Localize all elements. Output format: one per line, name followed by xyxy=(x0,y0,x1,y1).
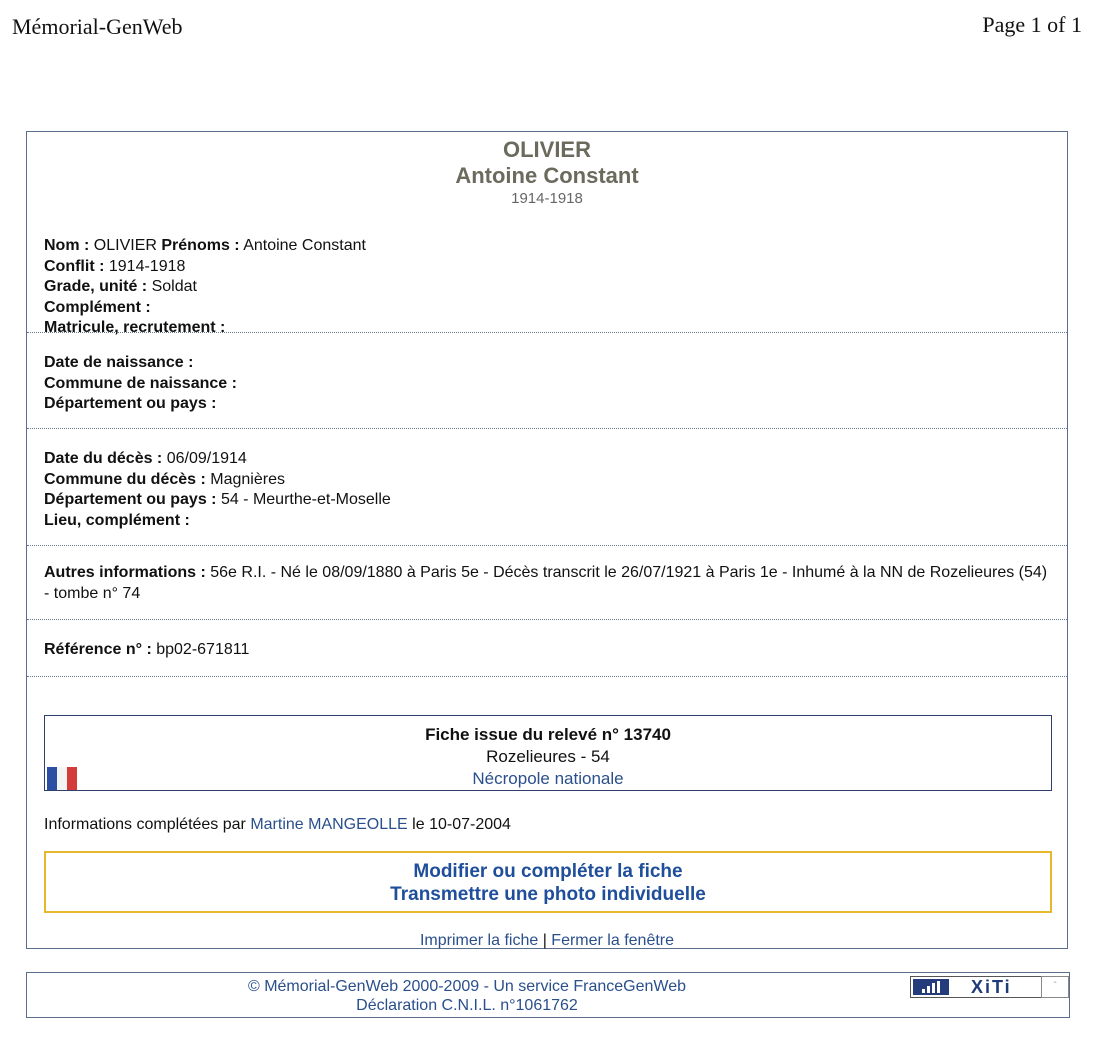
value-conflit: 1914-1918 xyxy=(108,257,186,275)
record-first-names: Antoine Constant xyxy=(455,163,639,188)
info-date: le 10-07-2004 xyxy=(412,816,511,833)
label-matricule: Matricule, recrutement : xyxy=(44,319,226,336)
bottom-links xyxy=(27,932,1067,950)
xiti-bars-icon xyxy=(913,979,949,995)
print-header-page-number: Page 1 of 1 xyxy=(982,12,1082,37)
value-other-info: 56e R.I. - Né le 08/09/1880 à Paris 5e - Décès transcrit le 26/07/1921 à Paris 1e - Inhumé à la NN de Rozelieures (54) - tombe n° 74 xyxy=(44,564,1048,602)
identity-complement-line xyxy=(44,298,1050,319)
info-author-link[interactable]: Martine MANGEOLLE xyxy=(250,816,408,833)
label-death-place: Lieu, complément : xyxy=(44,511,190,529)
xiti-label: XiTi xyxy=(971,976,1012,997)
record-card xyxy=(26,131,1068,949)
label-prenoms: Prénoms : xyxy=(161,237,240,254)
value-reference: bp02-671811 xyxy=(156,641,250,658)
label-grade: Grade, unité : xyxy=(44,278,148,295)
releve-title: Fiche issue du relevé n° 13740 xyxy=(425,725,671,744)
identity-section xyxy=(27,209,1067,336)
value-death-date: 06/09/1914 xyxy=(166,450,247,467)
reference-section xyxy=(27,620,1067,677)
label-complement: Complément : xyxy=(44,298,151,316)
releve-box xyxy=(44,715,1052,791)
print-header xyxy=(0,0,1100,60)
footer-cnil: Déclaration C.N.I.L. n°1061762 xyxy=(356,997,578,1014)
print-header-site-title: Mémorial-GenWeb xyxy=(12,14,183,39)
record-conflict-years: 1914-1918 xyxy=(511,190,583,207)
value-grade: Soldat xyxy=(151,278,197,295)
label-death-date: Date du décès : xyxy=(44,450,163,467)
xiti-badge[interactable] xyxy=(910,976,1057,998)
value-death-commune: Magnières xyxy=(210,470,285,488)
info-prefix: Informations complétées par xyxy=(44,816,246,833)
label-reference: Référence n° : xyxy=(44,641,152,658)
releve-type-link[interactable]: Nécropole nationale xyxy=(472,769,624,788)
birth-date-line xyxy=(44,353,1050,374)
label-nom: Nom : xyxy=(44,237,90,254)
send-photo-link[interactable]: Transmettre une photo individuelle xyxy=(390,884,706,905)
value-nom: OLIVIER xyxy=(93,237,157,254)
death-commune-line xyxy=(44,470,1050,491)
value-prenoms: Antoine Constant xyxy=(243,237,366,254)
label-other-info: Autres informations : xyxy=(44,564,206,581)
print-record-link[interactable]: Imprimer la fiche xyxy=(419,932,539,949)
action-box xyxy=(44,851,1052,913)
label-conflit: Conflit : xyxy=(44,257,105,275)
label-birth-department: Département ou pays : xyxy=(44,395,217,412)
label-death-department: Département ou pays : xyxy=(44,491,217,508)
record-surname: OLIVIER xyxy=(502,137,591,162)
death-department-line xyxy=(44,490,1050,511)
links-separator: | xyxy=(542,932,547,949)
footer-text xyxy=(27,977,907,1015)
birth-department-line xyxy=(44,394,1050,415)
label-death-commune: Commune du décès : xyxy=(44,470,206,488)
identity-grade-line xyxy=(44,277,1050,298)
identity-conflict-line xyxy=(44,257,1050,278)
birth-section xyxy=(27,333,1067,429)
label-birth-commune: Commune de naissance : xyxy=(44,374,237,392)
death-place-line xyxy=(44,511,1050,532)
modify-record-link[interactable]: Modifier ou compléter la fiche xyxy=(413,861,683,882)
death-date-line xyxy=(44,449,1050,470)
info-line xyxy=(44,816,511,834)
footer-copyright[interactable]: © Mémorial-GenWeb 2000-2009 - Un service FranceGenWeb xyxy=(247,978,687,995)
releve-place: Rozelieures - 54 xyxy=(486,747,610,766)
french-flag-icon xyxy=(47,767,77,790)
footer xyxy=(26,972,1070,1018)
label-birth-date: Date de naissance : xyxy=(44,354,194,371)
identity-name-line xyxy=(44,236,1050,257)
other-info-section xyxy=(27,546,1067,620)
close-window-link[interactable]: Fermer la fenêtre xyxy=(551,932,675,949)
xiti-side-box: - xyxy=(1041,976,1069,998)
birth-commune-line xyxy=(44,374,1050,395)
value-death-department: 54 - Meurthe-et-Moselle xyxy=(220,491,391,508)
record-title xyxy=(27,132,1067,209)
death-section xyxy=(27,429,1067,546)
